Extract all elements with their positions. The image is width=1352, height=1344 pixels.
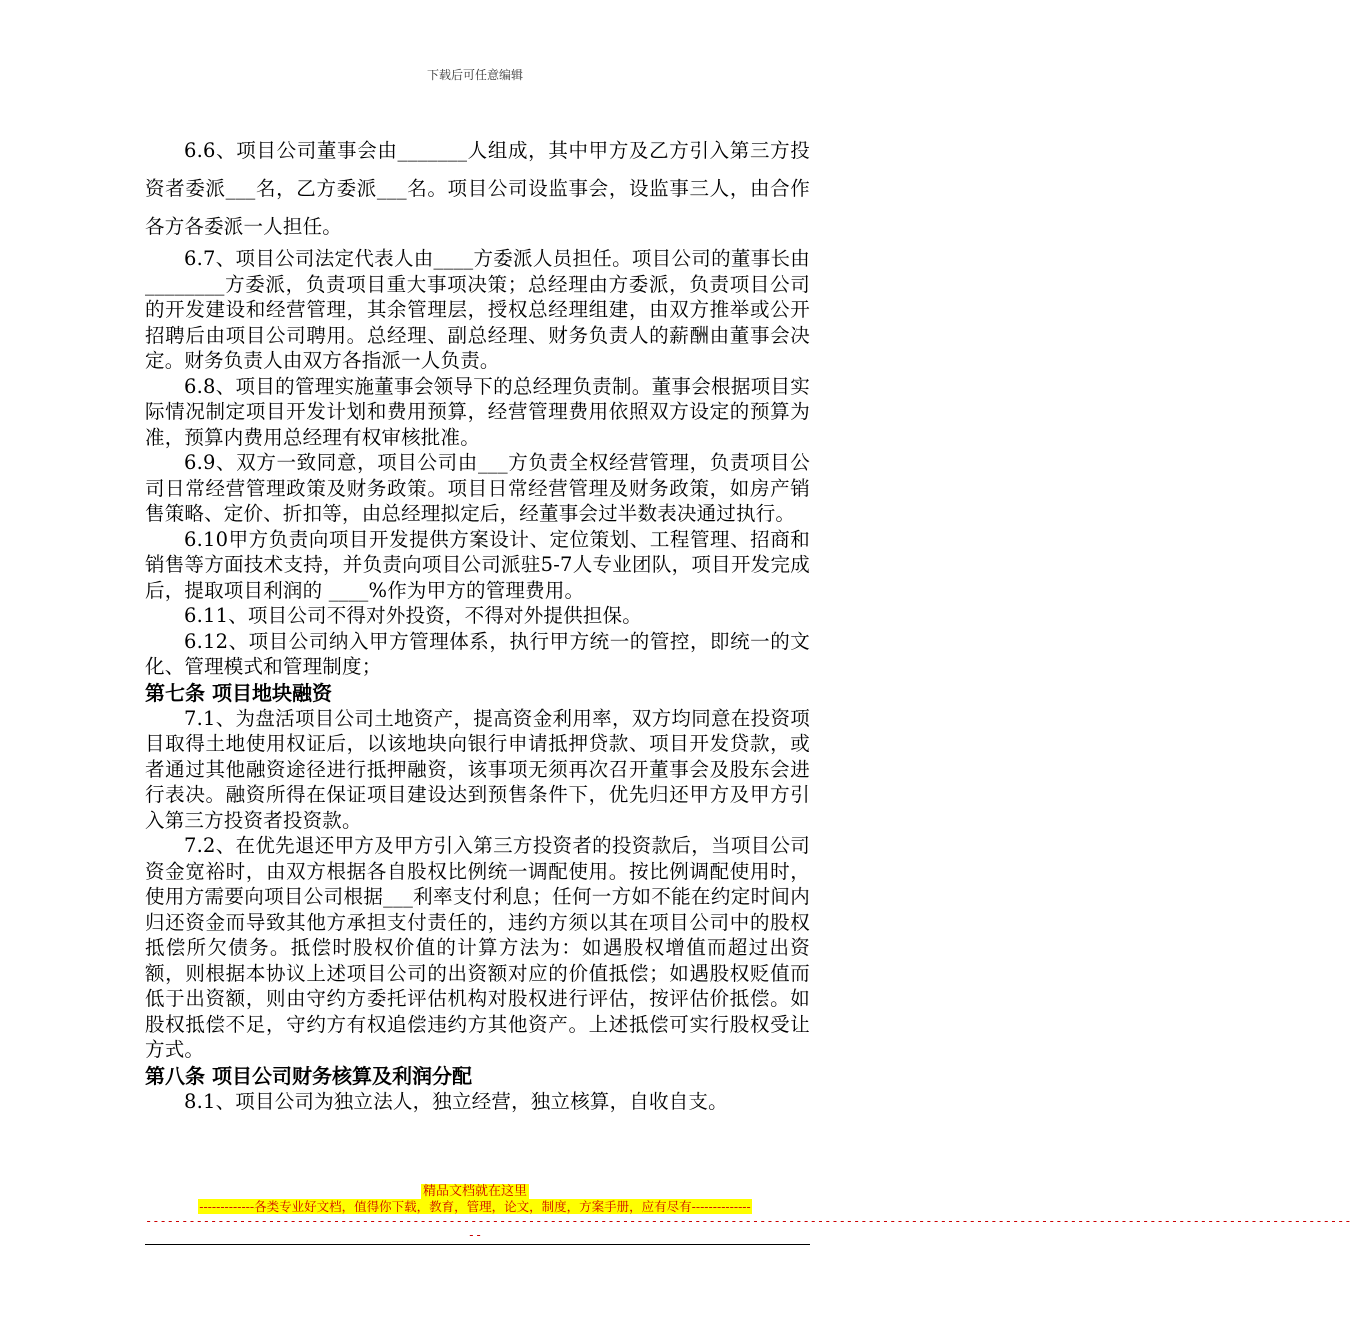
footer-rule (145, 1244, 810, 1245)
document-body (145, 132, 810, 1114)
footer-slogan-text: -------------各类专业好文档，值得你下载，教育，管理，论文，制度，方案手册，应有尽有-------------- (199, 1199, 751, 1214)
page-header: 下载后可任意编辑 (426, 68, 523, 82)
footer-title-text: 精品文档就在这里 (422, 1184, 527, 1199)
clause-6-11: 6.11、项目公司不得对外投资，不得对外提供担保。 (184, 604, 642, 627)
footer-dash-divider: ----------------------------------------------------------------------------------------------------------------------------------------------------------------------- (145, 1214, 1352, 1228)
clause-6-6: 6.6、项目公司董事会由_______人组成，其中甲方及乙方引入第三方投资者委派___名，乙方委派___名。项目公司设监事会，设监事三人，由合作各方各委派一人担任。 (145, 139, 810, 238)
clause-7-1: 7.1、为盘活项目公司土地资产，提高资金利用率，双方均同意在投资项目取得土地使用权证后，以该地块向银行申请抵押贷款、项目开发贷款，或者通过其他融资途径进行抵押融资，该事项无须再次召开董事会及股东会进行表决。融资所得在保证项目建设达到预售条件下，优先归还甲方及甲方引入第三方投资者投资款。 (145, 706, 810, 832)
footer-banner-slogan (0, 1196, 950, 1215)
clause-8-1: 8.1、项目公司为独立法人，独立经营，独立核算，自收自支。 (184, 1089, 728, 1113)
clause-6-9: 6.9、双方一致同意，项目公司由___方负责全权经营管理，负责项目公司日常经营管理政策及财务政策。项目日常经营管理及财务政策，如房产销售策略、定价、折扣等，由总经理拟定后，经董事会过半数表决通过执行。 (145, 451, 810, 525)
footer-dash-tail: -- (467, 1228, 483, 1242)
clause-6-10: 6.10甲方负责向项目开发提供方案设计、定位策划、工程管理、招商和销售等方面技术支持，并负责向项目公司派驻5-7人专业团队，项目开发完成后，提取项目利润的 ____%作为甲方的管理费用。 (145, 527, 810, 602)
article-8-heading: 第八条 项目公司财务核算及利润分配 (145, 1063, 472, 1088)
article-7-heading: 第七条 项目地块融资 (145, 680, 332, 705)
clause-6-8: 6.8、项目的管理实施董事会领导下的总经理负责制。董事会根据项目实际情况制定项目开发计划和费用预算，经营管理费用依照双方设定的预算为准，预算内费用总经理有权审核批准。 (145, 374, 810, 449)
clause-7-2: 7.2、在优先退还甲方及甲方引入第三方投资者的投资款后，当项目公司资金宽裕时，由双方根据各自股权比例统一调配使用。按比例调配使用时，使用方需要向项目公司根据___利率支付利息；任何一方如不能在约定时间内归还资金而导致其他方承担支付责任的，违约方须以其在项目公司中的股权抵偿所欠债务。抵偿时股权价值的计算方法为：如遇股权增值而超过出资额，则根据本协议上述项目公司的出资额对应的价值抵偿；如遇股权贬值而低于出资额，则由守约方委托评估机构对股权进行评估，按评估价抵偿。如股权抵偿不足，守约方有权追偿违约方其他资产。上述抵偿可实行股权受让方式。 (145, 834, 810, 1061)
clause-6-7: 6.7、项目公司法定代表人由____方委派人员担任。项目公司的董事长由________方委派，负责项目重大事项决策；总经理由方委派，负责项目公司的开发建设和经营管理，其余管理层，授权总经理组建，由双方推举或公开招聘后由项目公司聘用。总经理、副总经理、财务负责人的薪酬由董事会决定。财务负责人由双方各指派一人负责。 (145, 247, 810, 372)
clause-6-12: 6.12、项目公司纳入甲方管理体系，执行甲方统一的管控，即统一的文化、管理模式和管理制度； (145, 629, 810, 678)
